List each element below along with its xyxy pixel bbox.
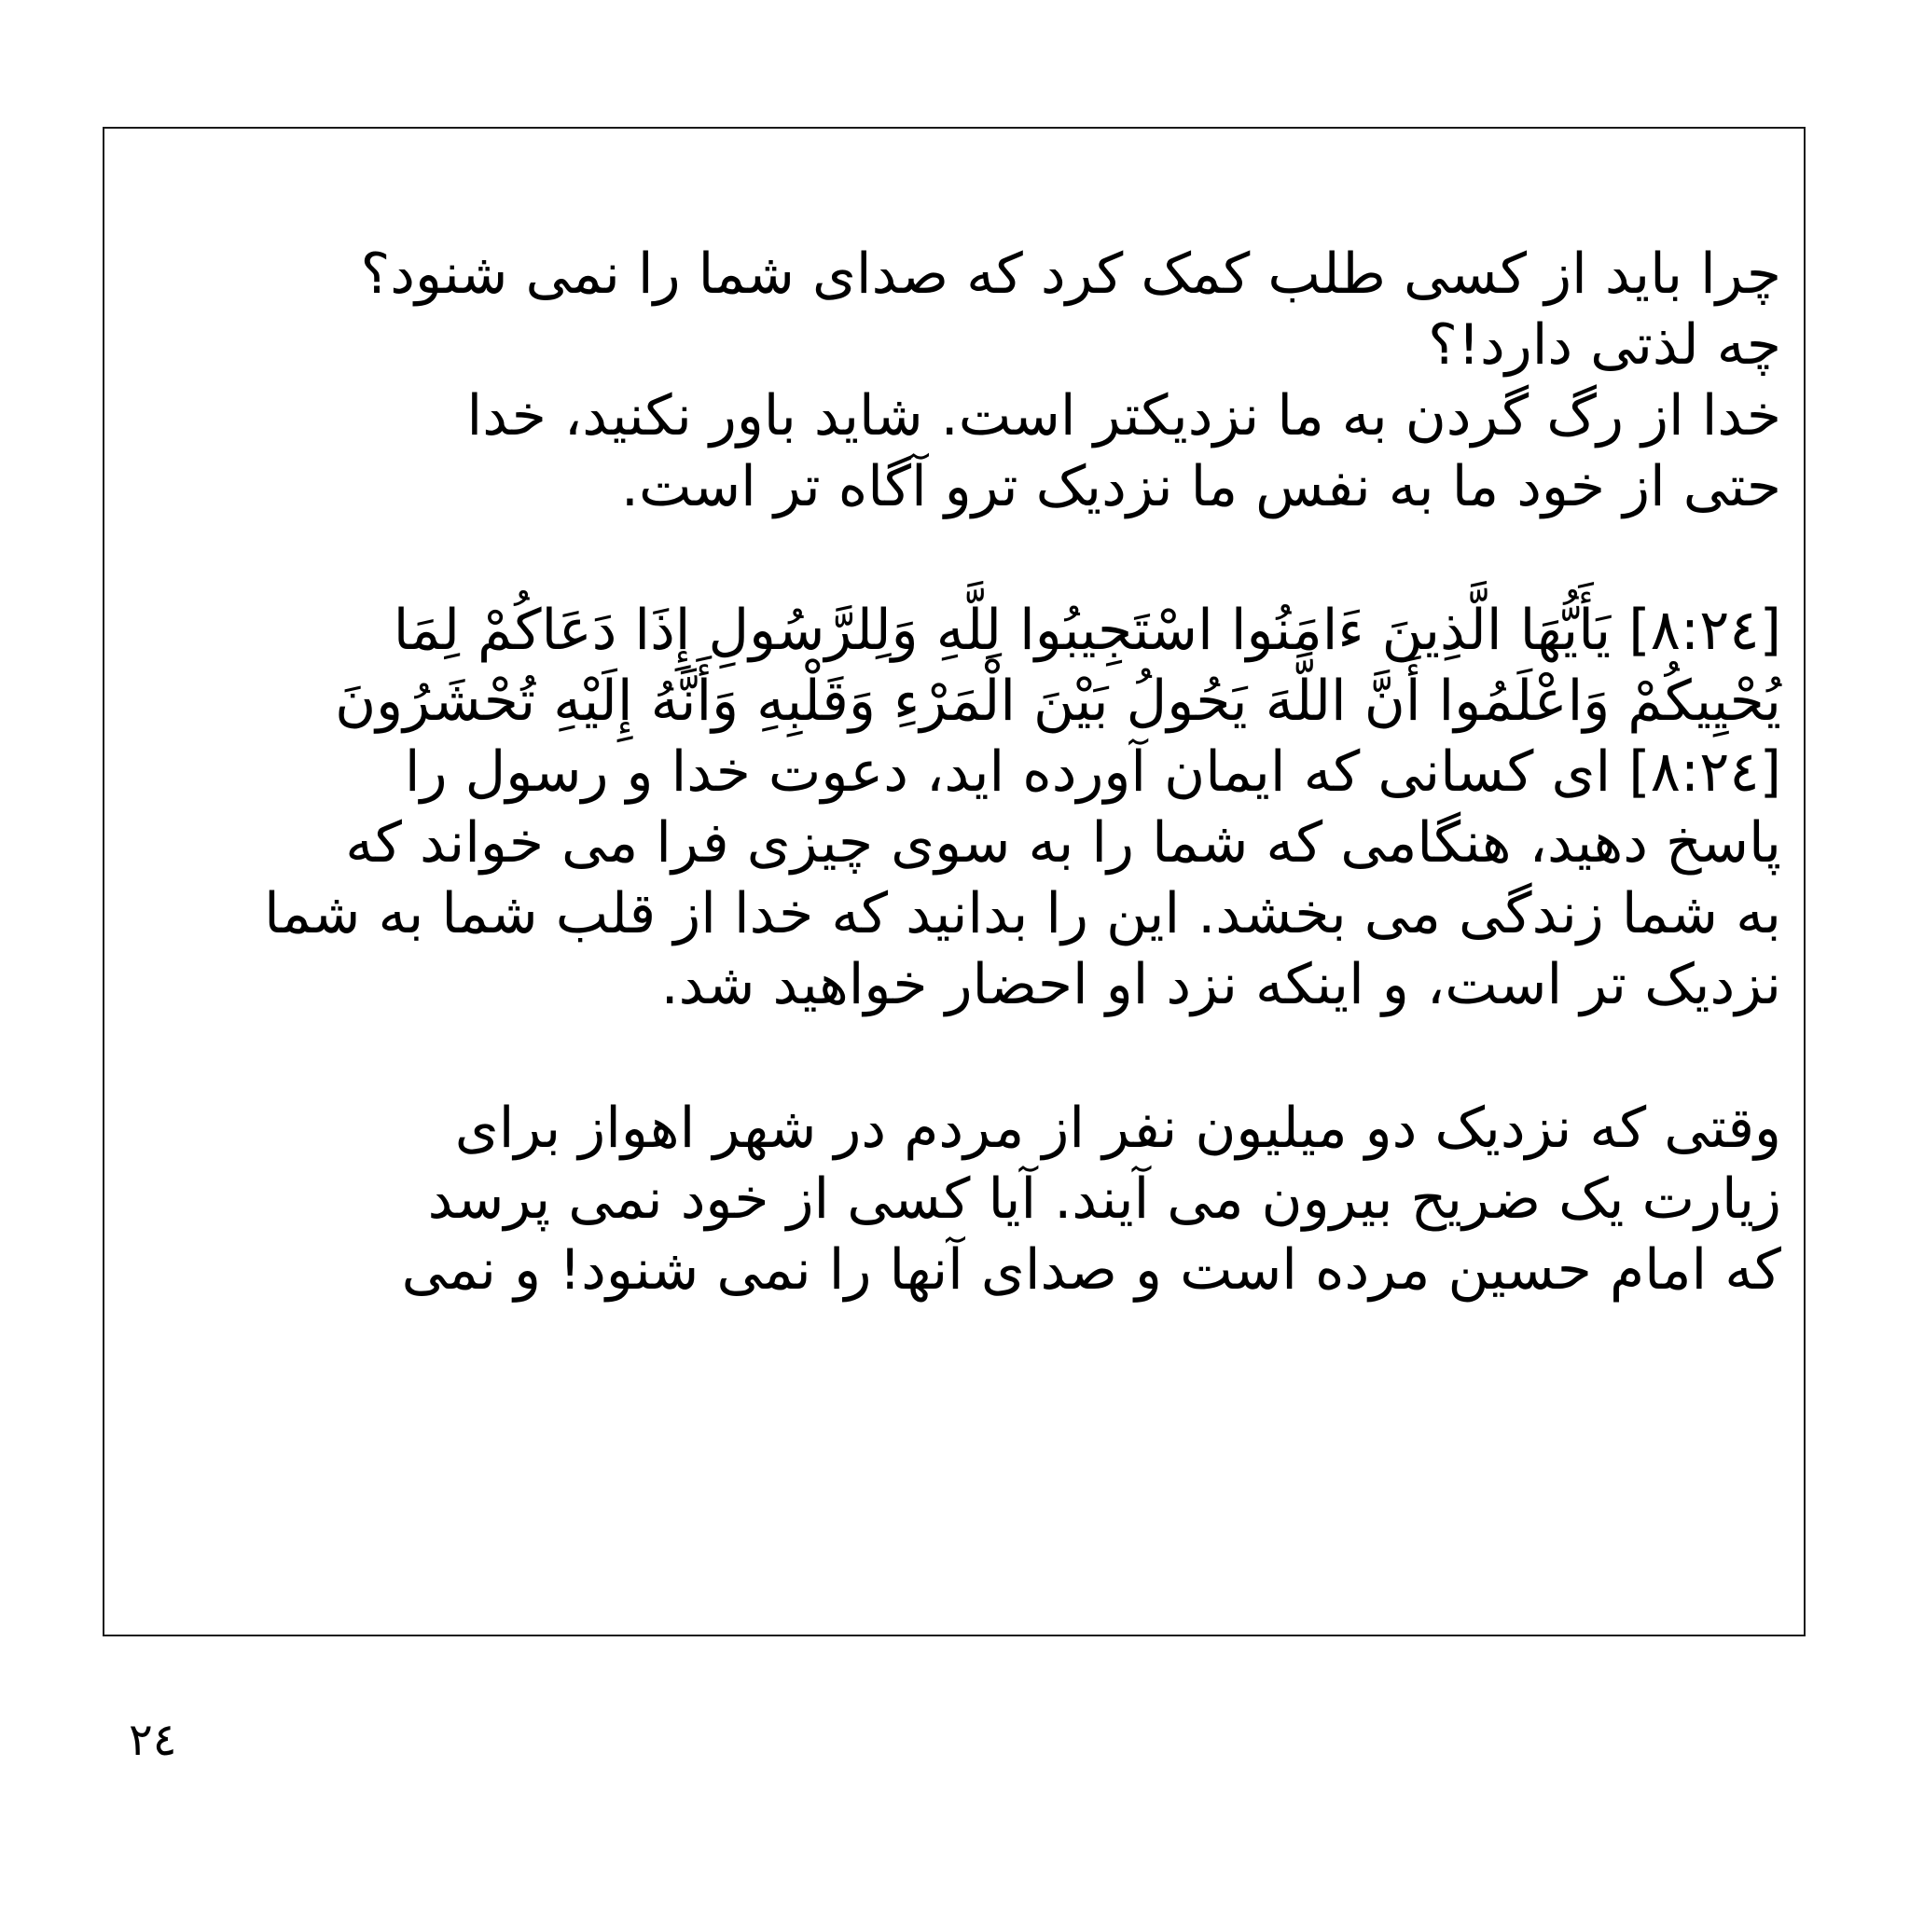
text-line: چرا باید از کسی طلب کمک کرد که صدای شما را نمی شنود؟: [360, 242, 1781, 307]
text-line: وقتی که نزدیک دو میلیون نفر از مردم در شهر اهواز برای: [454, 1096, 1781, 1161]
verse-arabic-line: [٨:٢٤] يَأَيُّهَا الَّذِينَ ءَامَنُوا اسْتَجِيبُوا لِلَّهِ وَلِلرَّسُولِ إِذَا دَعَاكُمْ لِمَا: [393, 598, 1781, 663]
verse-arabic-line: يُحْيِيكُمْ وَاعْلَمُوا أَنَّ اللَّهَ يَحُولُ بَيْنَ الْمَرْءِ وَقَلْبِهِ وَأَنَّهُ إِلَيْهِ تُحْشَرُونَ: [335, 669, 1781, 734]
page-frame: [103, 127, 1806, 1636]
text-body: [123, 239, 1781, 1305]
page-number: ٢٤: [129, 1714, 177, 1766]
text-line: که امام حسین مرده است و صدای آنها را نمی شنود! و نمی: [401, 1237, 1781, 1303]
paragraph-ahvaz: [123, 1093, 1781, 1305]
text-line: حتی از خود ما به نفس ما نزدیک ترو آگاه تر است.: [620, 454, 1781, 519]
text-line: خدا از رگ گردن به ما نزدیکتر است. شاید باور نکنید، خدا: [466, 383, 1781, 448]
paragraph-intro: [123, 239, 1781, 522]
verse-translation-line: پاسخ دهید، هنگامی که شما را به سوی چیزی فرا می خواند که: [345, 810, 1781, 876]
verse-translation-line: به شما زندگی می بخشد. این را بدانید که خدا از قلب شما به شما: [264, 881, 1781, 946]
quran-verse: [123, 595, 1781, 1020]
verse-translation-line: نزدیک تر است، و اینکه نزد او احضار خواهید شد.: [660, 952, 1781, 1017]
paragraph-spacer: [123, 522, 1781, 595]
verse-translation-line: [٨:٢٤] ای کسانی که ایمان آورده اید، دعوت خدا و رسول را: [404, 739, 1781, 805]
text-line: زیارت یک ضریح بیرون می آیند. آیا کسی از خود نمی پرسد: [427, 1166, 1781, 1232]
text-line: چه لذتی دارد!؟: [1428, 312, 1781, 378]
paragraph-spacer: [123, 1020, 1781, 1093]
